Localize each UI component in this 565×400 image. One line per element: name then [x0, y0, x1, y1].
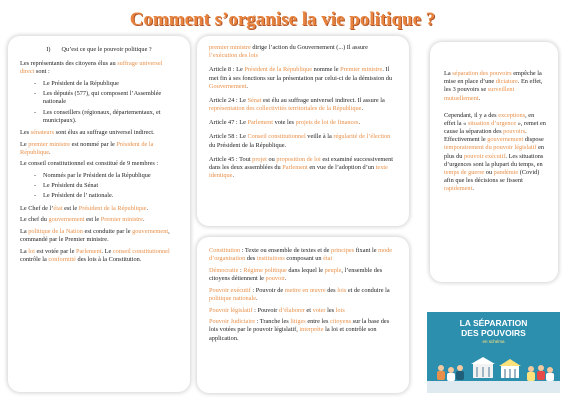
list-item: - Le Président du Sénat: [34, 182, 178, 190]
page-title: Comment s’organise la vie politique ?: [129, 9, 436, 30]
paragraph-separation: La séparation des pouvoirs empêche la mise en place d’une dictature. En effet, les 3 pouvoirs se surveillent mutuellement.: [444, 70, 543, 102]
people-icon: [437, 365, 554, 381]
separation-poster-image: [427, 312, 560, 393]
panel-articles: [197, 36, 409, 226]
article-47: Article 47 : Le Parlement vote les projets de loi de finances.: [209, 119, 361, 127]
poster-subtitle: en schéma: [482, 339, 505, 344]
list-item: - Nommés par le Président de la République: [34, 172, 178, 180]
definition-democratie: Démocratie : Régime politique dans lequel le peuple, l’ensemble des citoyens détiennent le pouvoir.: [209, 266, 383, 283]
paragraph-loi: La loi est votée par le Parlement. Le conseil constitutionnel contrôle la conformité des lois à la Constitution.: [20, 247, 170, 263]
parliament-building-icon: [471, 357, 495, 378]
definition-pouvoir-legislatif: Pouvoir législatif : Pouvoir d’élaborer et voter les lois: [209, 306, 345, 314]
list-item: - Les conseillers (régionaux, départementaux, et municipaux).: [34, 109, 178, 125]
poster-title-line1: LA SÉPARATION: [459, 318, 528, 328]
list-item: - Le Président de la République: [34, 80, 178, 88]
paragraph-politique-nation: La politique de la Nation est conduite par le gouvernement, commandé par le Premier ministre.: [20, 227, 170, 244]
paragraph-conseil-constitutionnel: Le conseil constitutionnel est constitué de 9 membres :: [20, 160, 159, 168]
paragraph-chef-etat: Le Chef de l’état est le Président de la République.: [20, 204, 149, 212]
poster-title-line2: DES POUVOIRS: [461, 328, 526, 338]
section-question: I) Qu’est ce que le pouvoir politique ?: [46, 46, 152, 53]
list-elus: [34, 80, 178, 125]
courthouse-icon: [499, 359, 521, 378]
definition-pouvoir-judiciaire: Pouvoir Judiciaire : Tranche les litiges entre les citoyens sur la base des lois votées par le pouvoir législatif, interprète la loi et contrôle son application.: [209, 318, 390, 342]
panel-separation: [430, 42, 558, 282]
paragraph-premier-ministre: Le premier ministre est nommé par le Président de la République.: [20, 140, 154, 156]
paragraph-chef-gouvernement: Le chef du gouvernement est le Premier ministre.: [20, 216, 145, 224]
article-24: Article 24 : Le Sénat est élu au suffrage universel indirect. Il assure la représentation des collectivités territoriales de la République.: [209, 96, 385, 113]
list-item: - Le Président de l’ nationale.: [34, 192, 178, 200]
article-8: Article 8 : Le Président de la République nomme le Premier ministre. Il met fin à ses fonctions sur la présentation par celui-ci de la démission du Gouvernement.: [209, 66, 393, 90]
paragraph-intro: premier ministre dirige l’action du Gouvernement (...) Il assure l’exécution des lois: [209, 44, 368, 60]
panel-pouvoir-politique: [8, 36, 190, 392]
article-45: Article 45 : Tout projet ou proposition de loi est examiné successivement dans les deux assemblées du Parlement en vue de l’adoption d’un texte identique.: [209, 155, 393, 180]
definition-pouvoir-executif: Pouvoir exécutif : Pouvoir de mettre en œuvre des lois et de conduire la politique nationale.: [209, 286, 390, 302]
paragraph-senateurs: Les sénateurs sont élus au suffrage universel indirect.: [20, 128, 155, 136]
paragraph-elus-direct: Les représentants des citoyens élus au suffrage universel direct sont :: [20, 60, 163, 76]
panel-definitions: [197, 237, 409, 393]
poster-ground: [427, 381, 560, 393]
definition-constitution: Constitution : Texte ou ensemble de textes et de principes fixant le mode d’organisation des institutions composant un état: [209, 247, 393, 263]
list-membres: [34, 172, 178, 201]
list-item: - Les députés (577), qui composent l’Assemblée nationale: [34, 90, 178, 106]
poster-illustration: [427, 312, 560, 393]
article-58: Article 58 : Le Conseil constitutionnel veille à la régularité de l’élection du Président de la République.: [209, 133, 391, 149]
paragraph-exceptions: Cependant, il y a des exceptions, en effet la « situation d’urgence », remet en cause la séparation des pouvoirs. Effectivement le gouvernement dispose temporairement du pouvoir législatif en plus du pouvoir exécutif. Les situations d’urgences sont la plupart du temps, en temps de guerre ou pandémie (Covid) afin que les décisions se fissent rapidement.: [444, 111, 546, 193]
